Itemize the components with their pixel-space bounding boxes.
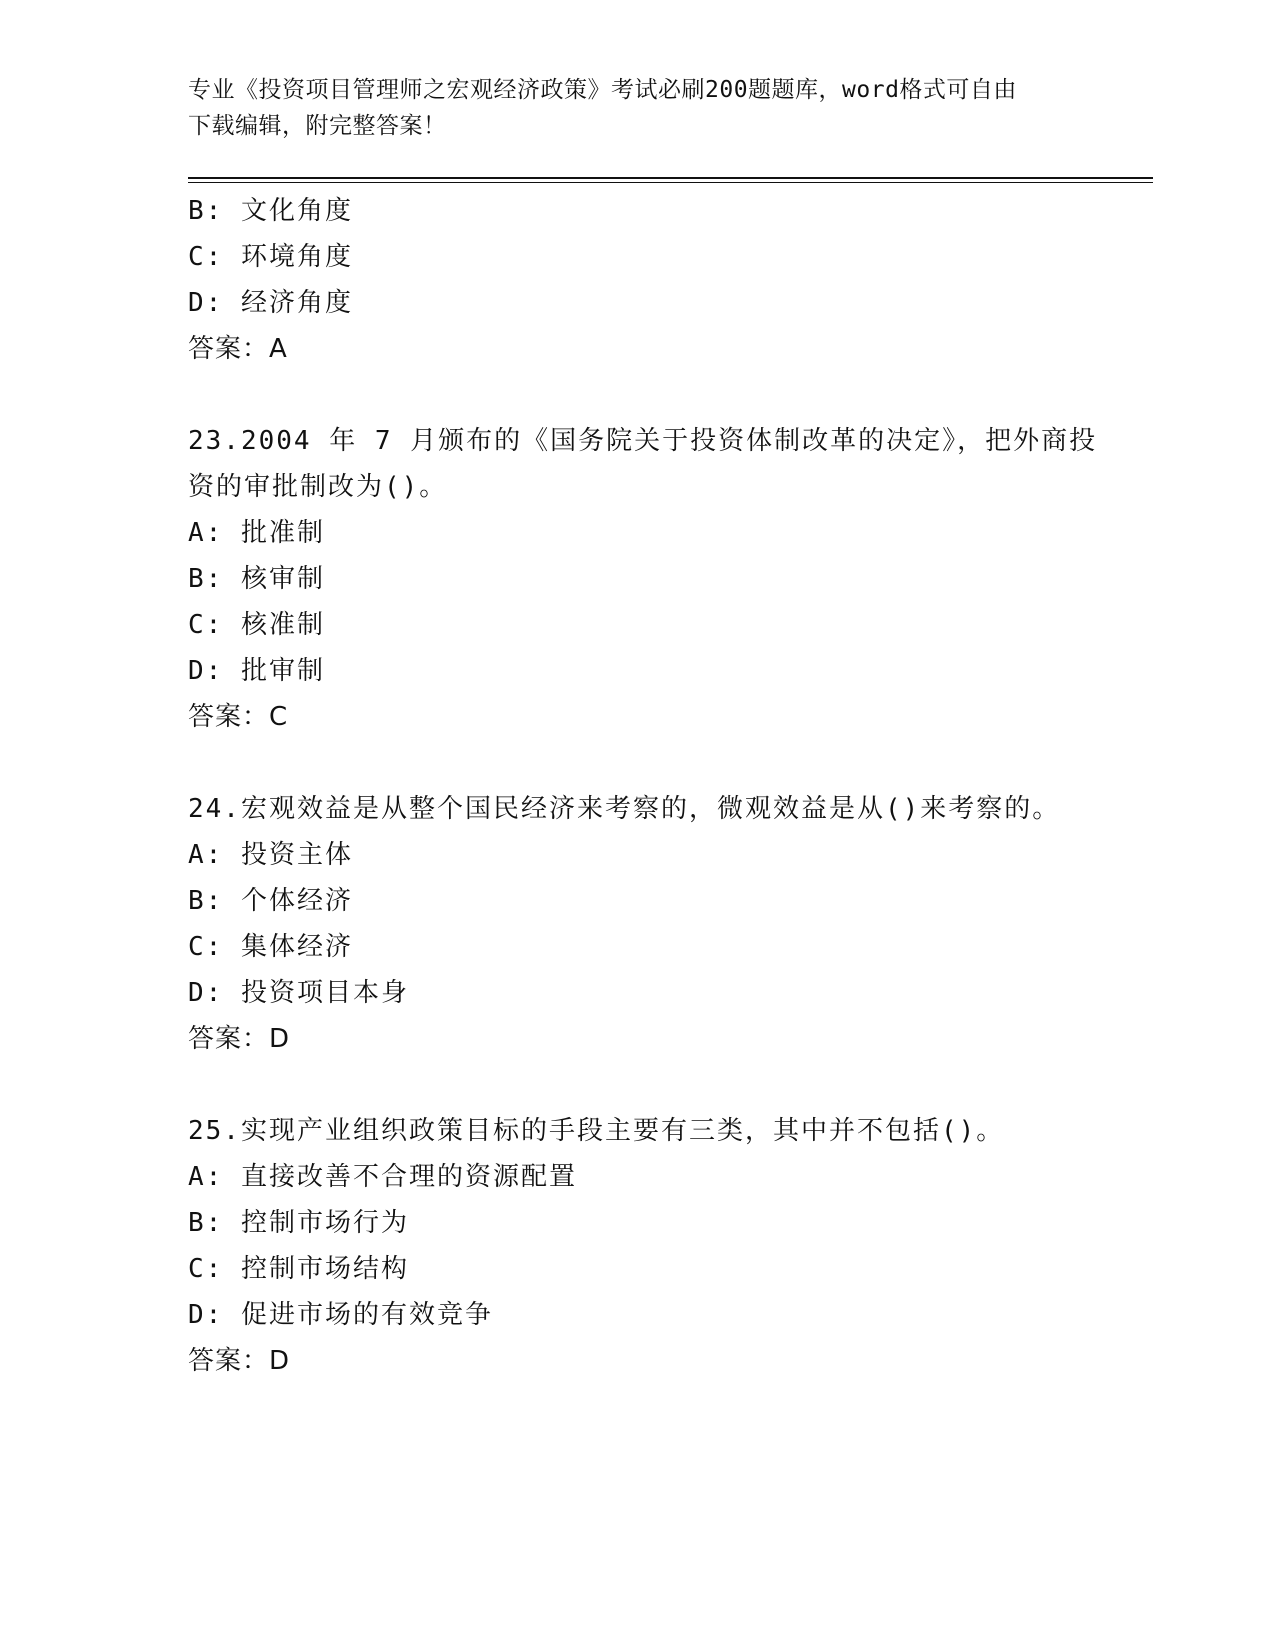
option-d: D: 经济角度 [188, 288, 353, 318]
option-a: A: 投资主体 [188, 840, 353, 870]
option-a: A: 批准制 [188, 518, 325, 548]
question-stem: 资的审批制改为()。 [188, 472, 448, 502]
option-b: B: 核审制 [188, 564, 325, 594]
answer: 答案：C [188, 702, 289, 732]
question-23 [188, 418, 1108, 740]
option-a: A: 直接改善不合理的资源配置 [188, 1162, 577, 1192]
header-line-2: 下载编辑，附完整答案！ [188, 113, 447, 139]
option-d: D: 批审制 [188, 656, 325, 686]
header-divider-thin [188, 182, 1153, 183]
header-divider [188, 177, 1153, 179]
option-c: C: 核准制 [188, 610, 325, 640]
option-d: D: 促进市场的有效竞争 [188, 1300, 493, 1330]
question-stem: 23.2004 年 7 月颁布的《国务院关于投资体制改革的决定》，把外商投 [188, 426, 1098, 456]
option-b: B: 控制市场行为 [188, 1208, 409, 1238]
question-24 [188, 786, 1108, 1062]
header-line-1: 专业《投资项目管理师之宏观经济政策》考试必刷200题题库，word格式可自由 [188, 77, 1017, 103]
answer: 答案：A [188, 334, 288, 364]
question-list [188, 188, 1108, 1384]
document-header [188, 72, 1068, 144]
option-c: C: 控制市场结构 [188, 1254, 409, 1284]
answer: 答案：D [188, 1024, 291, 1054]
question-22-continued [188, 188, 1108, 372]
option-b: B: 个体经济 [188, 886, 353, 916]
question-stem: 25.实现产业组织政策目标的手段主要有三类，其中并不包括()。 [188, 1116, 1005, 1146]
option-d: D: 投资项目本身 [188, 978, 409, 1008]
question-25 [188, 1108, 1108, 1384]
question-stem: 24.宏观效益是从整个国民经济来考察的，微观效益是从()来考察的。 [188, 794, 1061, 824]
answer: 答案：D [188, 1346, 291, 1376]
option-b: B: 文化角度 [188, 196, 353, 226]
option-c: C: 集体经济 [188, 932, 353, 962]
option-c: C: 环境角度 [188, 242, 353, 272]
